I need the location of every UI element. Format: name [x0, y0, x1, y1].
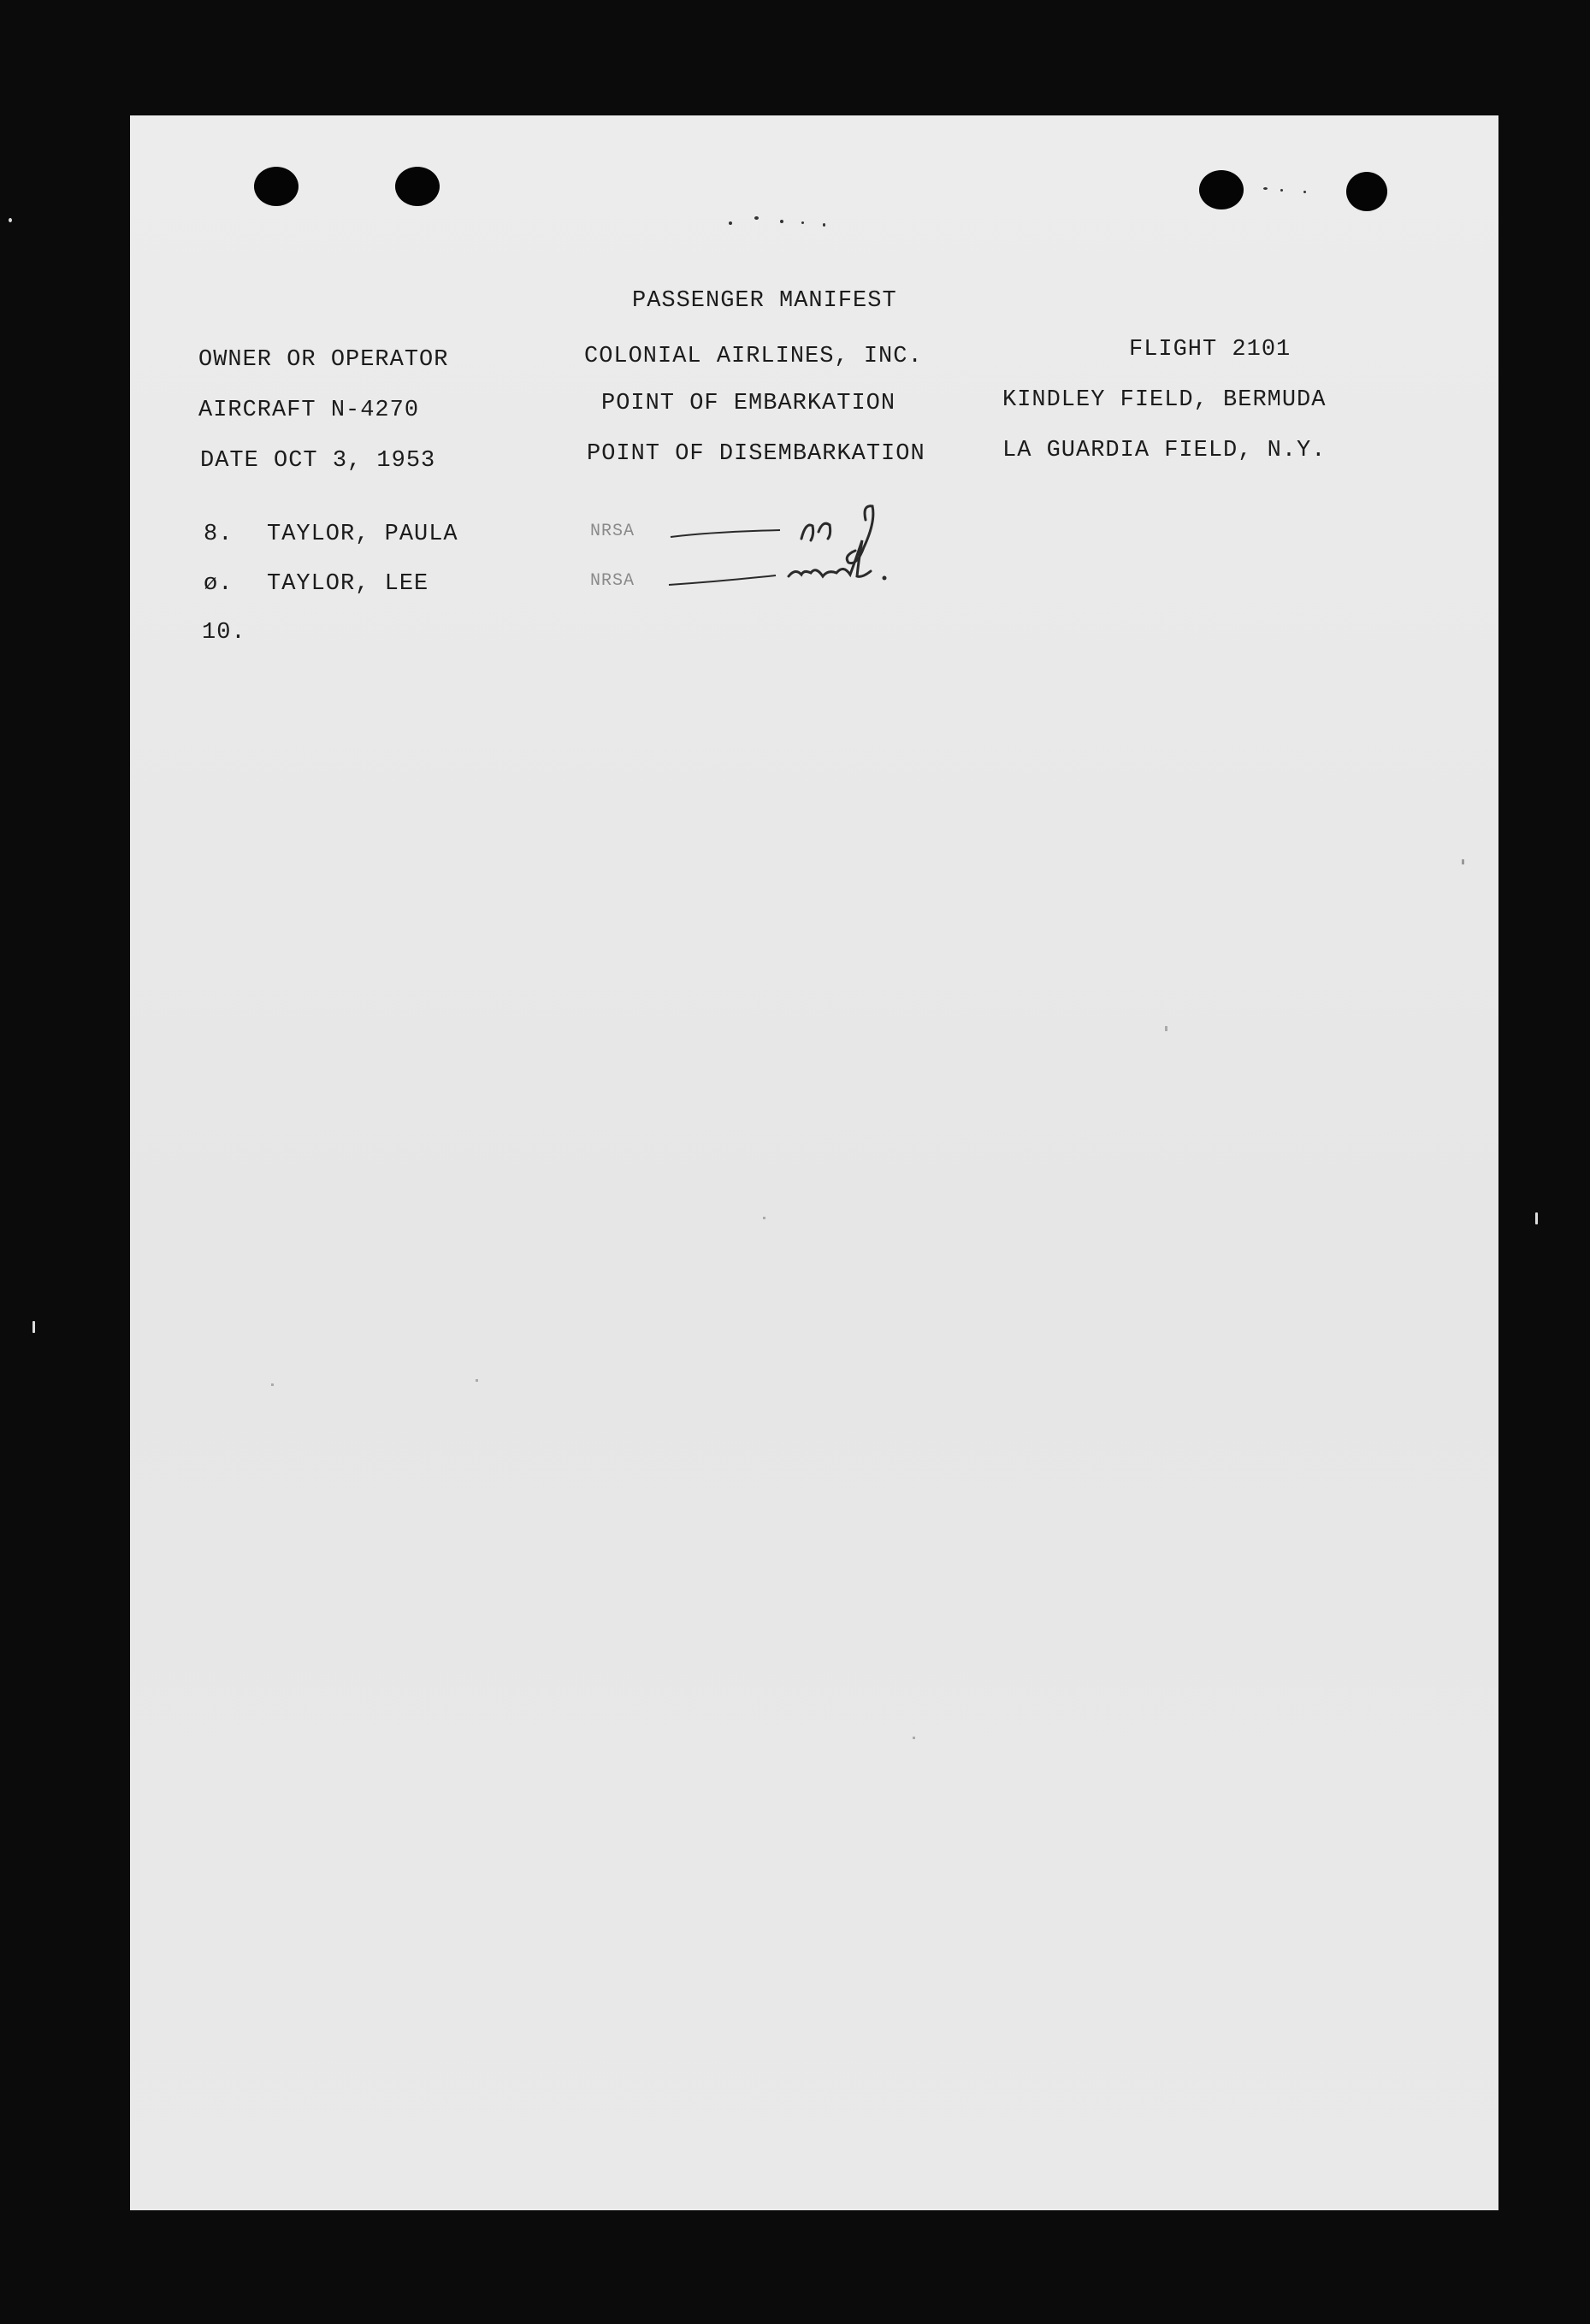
nrsa-stamp: NRSA — [590, 571, 635, 591]
speck — [823, 223, 825, 227]
handwritten-dot — [883, 576, 887, 581]
manifest-title: PASSENGER MANIFEST — [632, 288, 897, 314]
handwritten-annotations — [660, 487, 934, 616]
handwritten-dash — [671, 530, 780, 537]
speck — [780, 220, 783, 223]
speck — [9, 218, 12, 222]
speck — [729, 221, 732, 225]
disembarkation-value: LA GUARDIA FIELD, N.Y. — [1002, 438, 1327, 463]
passenger-number: 8. — [204, 522, 233, 547]
speck — [1165, 1026, 1167, 1031]
aircraft-number: AIRCRAFT N-4270 — [198, 398, 420, 423]
punch-hole — [395, 167, 440, 206]
passenger-name: TAYLOR, LEE — [267, 571, 429, 597]
punch-hole — [1346, 172, 1387, 211]
speck — [1280, 189, 1283, 192]
handwritten-mark — [801, 523, 830, 540]
speck — [1535, 1212, 1538, 1224]
handwritten-mark — [789, 540, 871, 576]
speck — [1303, 191, 1306, 193]
manifest-date: DATE OCT 3, 1953 — [200, 448, 436, 474]
punch-hole — [1199, 170, 1244, 209]
nrsa-stamp: NRSA — [590, 522, 635, 541]
embarkation-label: POINT OF EMBARKATION — [601, 391, 896, 416]
passenger-number: ø. — [204, 571, 233, 597]
speck — [1263, 187, 1268, 190]
owner-value: COLONIAL AIRLINES, INC. — [584, 344, 923, 369]
passenger-name: TAYLOR, PAULA — [267, 522, 458, 547]
speck — [913, 1737, 915, 1739]
speck — [763, 1217, 765, 1219]
speck — [271, 1383, 274, 1386]
manifest-page — [130, 115, 1498, 2210]
handwritten-dash — [669, 575, 776, 585]
speck — [1462, 859, 1464, 864]
passenger-number: 10. — [202, 620, 246, 646]
speck — [33, 1321, 35, 1333]
speck — [801, 221, 804, 224]
speck — [476, 1379, 478, 1382]
flight-number: FLIGHT 2101 — [1129, 337, 1292, 363]
owner-label: OWNER OR OPERATOR — [198, 347, 449, 373]
disembarkation-label: POINT OF DISEMBARKATION — [587, 441, 925, 467]
embarkation-value: KINDLEY FIELD, BERMUDA — [1002, 387, 1327, 413]
speck — [754, 216, 759, 220]
punch-hole — [254, 167, 298, 206]
